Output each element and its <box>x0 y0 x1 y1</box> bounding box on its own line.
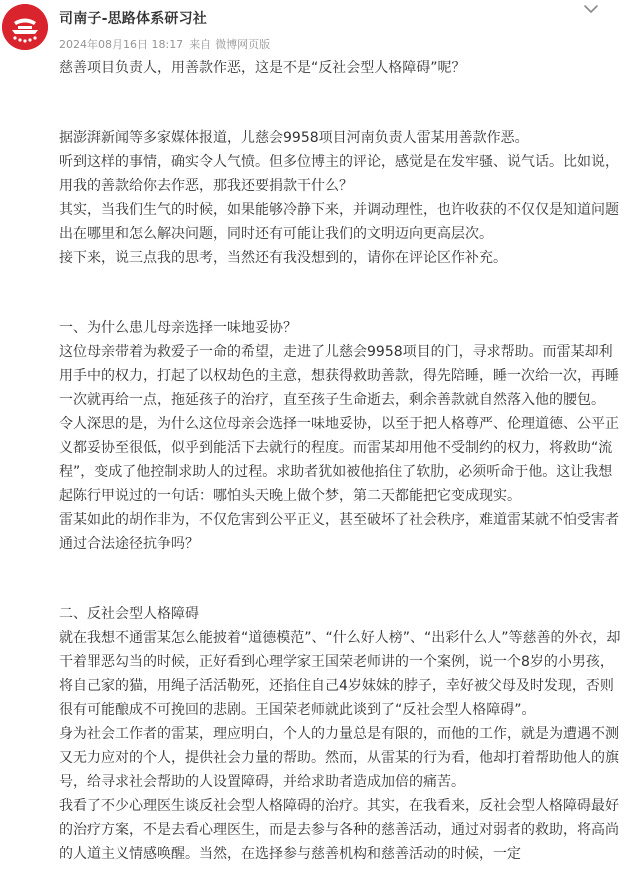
post-timestamp[interactable]: 2024年08月16日 18:17 <box>59 38 184 51</box>
author-name[interactable]: 司南子-思路体系研习社 <box>59 11 208 27</box>
post-paragraph: 这位母亲带着为救爱子一命的希望，走进了儿慈会9958项目的门，寻求帮助。而雷某却利用手中的权力，打起了以权劫色的主意，想获得救助善款，得先陪睡，睡一次给一次，再睡一次就再给一点，拖延孩子的治疗，直至孩子生命逝去，剩余善款就自然落入他的腰包。 <box>59 344 619 408</box>
post-paragraph: 听到这样的事情，确实令人气愤。但多位博主的评论，感觉是在发牢骚、说气话。比如说，用我的善款给你去作恶，那我还要捐款干什么？ <box>59 154 619 194</box>
avatar-logo-icon <box>2 4 48 50</box>
paragraph-gap <box>59 270 621 294</box>
post-paragraph: 我看了不少心理医生谈反社会型人格障碍的治疗。其实，在我看来，反社会型人格障碍最好的治疗方案，不是去看心理医生，而是去参与各种的慈善活动，通过对弱者的救助，将高尚的人道主义情感唤醒。当然，在选择参与慈善机构和慈善活动的时候，一定 <box>59 798 619 862</box>
chevron-down-icon <box>578 0 604 20</box>
paragraph-gap <box>59 80 621 104</box>
post-paragraph: 慈善项目负责人，用善款作恶，这是不是“反社会型人格障碍”呢？ <box>59 60 466 76</box>
post-paragraph: 接下来，说三点我的思考，当然还有我没想到的，请你在评论区作补充。 <box>59 250 507 266</box>
avatar[interactable] <box>2 4 48 50</box>
post-paragraph: 其实，当我们生气的时候，如果能够冷静下来，并调动理性，也许收获的不仅仅是知道问题出在哪里和怎么解决问题，同时还有可能让我们的文明迈向更高层次。 <box>59 202 619 242</box>
post-paragraph: 令人深思的是，为什么这位母亲会选择一味地妥协，以至于把人格尊严、伦理道德、公平正义都妥协至很低，似乎到能活下去就行的程度。而雷某却用他不受制约的权力，将救助“流程”，变成了他控制求助人的过程。求助者犹如被他掐住了软肋，必须听命于他。这让我想起陈行甲说过的一句话：哪怕头天晚上做个梦，第二天都能把它变成现实。 <box>59 416 619 504</box>
post-paragraph: 雷某如此的胡作非为，不仅危害到公平正义，甚至破坏了社会秩序，难道雷某就不怕受害者通过合法途径抗争吗？ <box>59 512 619 552</box>
paragraph-gap <box>59 580 621 602</box>
post-paragraph: 就在我想不通雷某怎么能披着“道德模范”、“什么好人榜”、“出彩什么人”等慈善的外衣，却干着罪恶勾当的时候，正好看到心理学家王国荣老师讲的一个案例，说一个8岁的小男孩，将自己家的猫，用绳子活活勒死，还掐住自己4岁妹妹的脖子，幸好被父母及时发现，否则很有可能酿成不可挽回的悲剧。王国荣老师就此谈到了“反社会型人格障碍”。 <box>59 630 621 718</box>
post-paragraph: 身为社会工作者的雷某，理应明白，个人的力量总是有限的，而他的工作，就是为遭遇不测又无力应对的个人，提供社会力量的帮助。然而，从雷某的行为看，他却打着帮助他人的旗号，给寻求社会帮助的人设置障碍，并给求助者造成加倍的痛苦。 <box>59 726 619 790</box>
paragraph-gap <box>59 104 621 126</box>
source-prefix: 来自 <box>189 38 212 51</box>
post-paragraph: 据澎湃新闻等多家媒体报道，儿慈会9958项目河南负责人雷某用善款作恶。 <box>59 130 529 146</box>
section-heading: 一、为什么患儿母亲选择一味地妥协？ <box>59 320 297 336</box>
paragraph-gap <box>59 556 621 580</box>
post-header <box>0 0 627 60</box>
section-heading: 二、反社会型人格障碍 <box>59 606 199 622</box>
post-meta <box>59 36 276 52</box>
more-options-button[interactable] <box>578 0 604 20</box>
paragraph-gap <box>59 294 621 316</box>
post-source: 微博网页版 <box>215 38 271 51</box>
post-body <box>59 56 621 866</box>
